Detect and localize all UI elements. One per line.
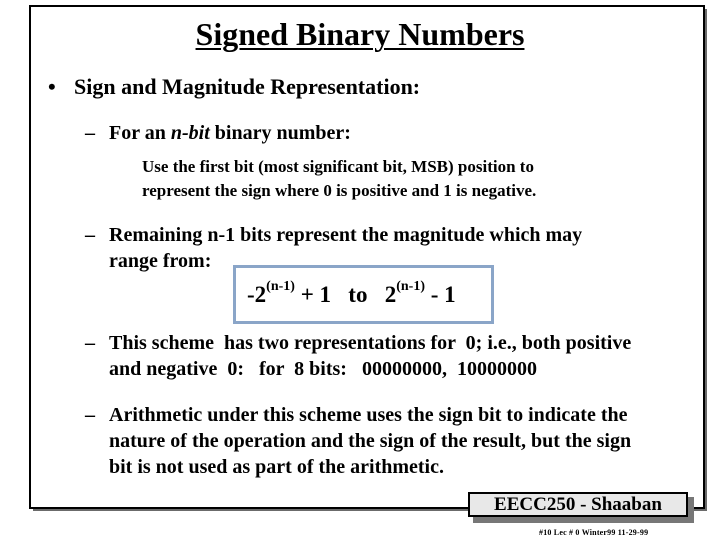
dash-marker: –: [85, 332, 95, 354]
formula-exponent-1: (n-1): [266, 279, 295, 295]
bullet-marker: •: [48, 74, 56, 99]
detail-line-1: Use the first bit (most significant bit, MSB) position to: [142, 157, 534, 176]
detail-line-2: represent the sign where 0 is positive and 1 is negative.: [142, 181, 537, 200]
sub-item-two-zeros-text: This scheme has two representations for 0; i.e., both positive: [109, 332, 632, 354]
sub-item-remaining-line-1: [85, 224, 582, 247]
footer-course-label: EECC250 - Shaaban: [468, 492, 688, 517]
sub-item-nbit-prefix: For an: [109, 122, 171, 144]
sub-item-nbit-suffix: binary number:: [209, 122, 351, 144]
slide-title: Signed Binary Numbers: [195, 16, 525, 52]
sub-item-nbit-italic: n-bit: [170, 122, 210, 144]
sub-item-two-zeros-line-2: and negative 0: for 8 bits: 00000000, 10000000: [109, 358, 537, 380]
footer-lecture-note: #10 Lec # 0 Winter99 11-29-99: [539, 528, 649, 537]
formula-part-3: - 1: [425, 282, 456, 307]
sub-item-remaining-line-2: range from:: [109, 250, 212, 272]
sub-item-arithmetic-text: Arithmetic under this scheme uses the sign bit to indicate the: [109, 404, 628, 426]
sub-item-nbit: [85, 122, 351, 145]
sub-item-arithmetic-line-2: nature of the operation and the sign of the result, but the sign: [109, 430, 632, 452]
dash-marker: –: [85, 404, 95, 426]
bullet-sign-magnitude: [48, 74, 420, 100]
formula-exponent-2: (n-1): [396, 279, 425, 295]
sub-item-arithmetic-line-3: bit is not used as part of the arithmetic.: [109, 456, 444, 478]
sub-item-remaining-text: Remaining n-1 bits represent the magnitude which may: [109, 224, 583, 246]
dash-marker: –: [85, 224, 95, 246]
formula-part-2: + 1 to 2: [294, 282, 397, 307]
sub-item-arithmetic-line-1: [85, 404, 628, 427]
sub-item-two-zeros-line-1: [85, 332, 631, 355]
dash-marker: –: [85, 122, 95, 144]
bullet-text: Sign and Magnitude Representation:: [74, 74, 421, 99]
formula-part-1: -2: [247, 282, 267, 307]
magnitude-range-formula: [247, 279, 456, 308]
